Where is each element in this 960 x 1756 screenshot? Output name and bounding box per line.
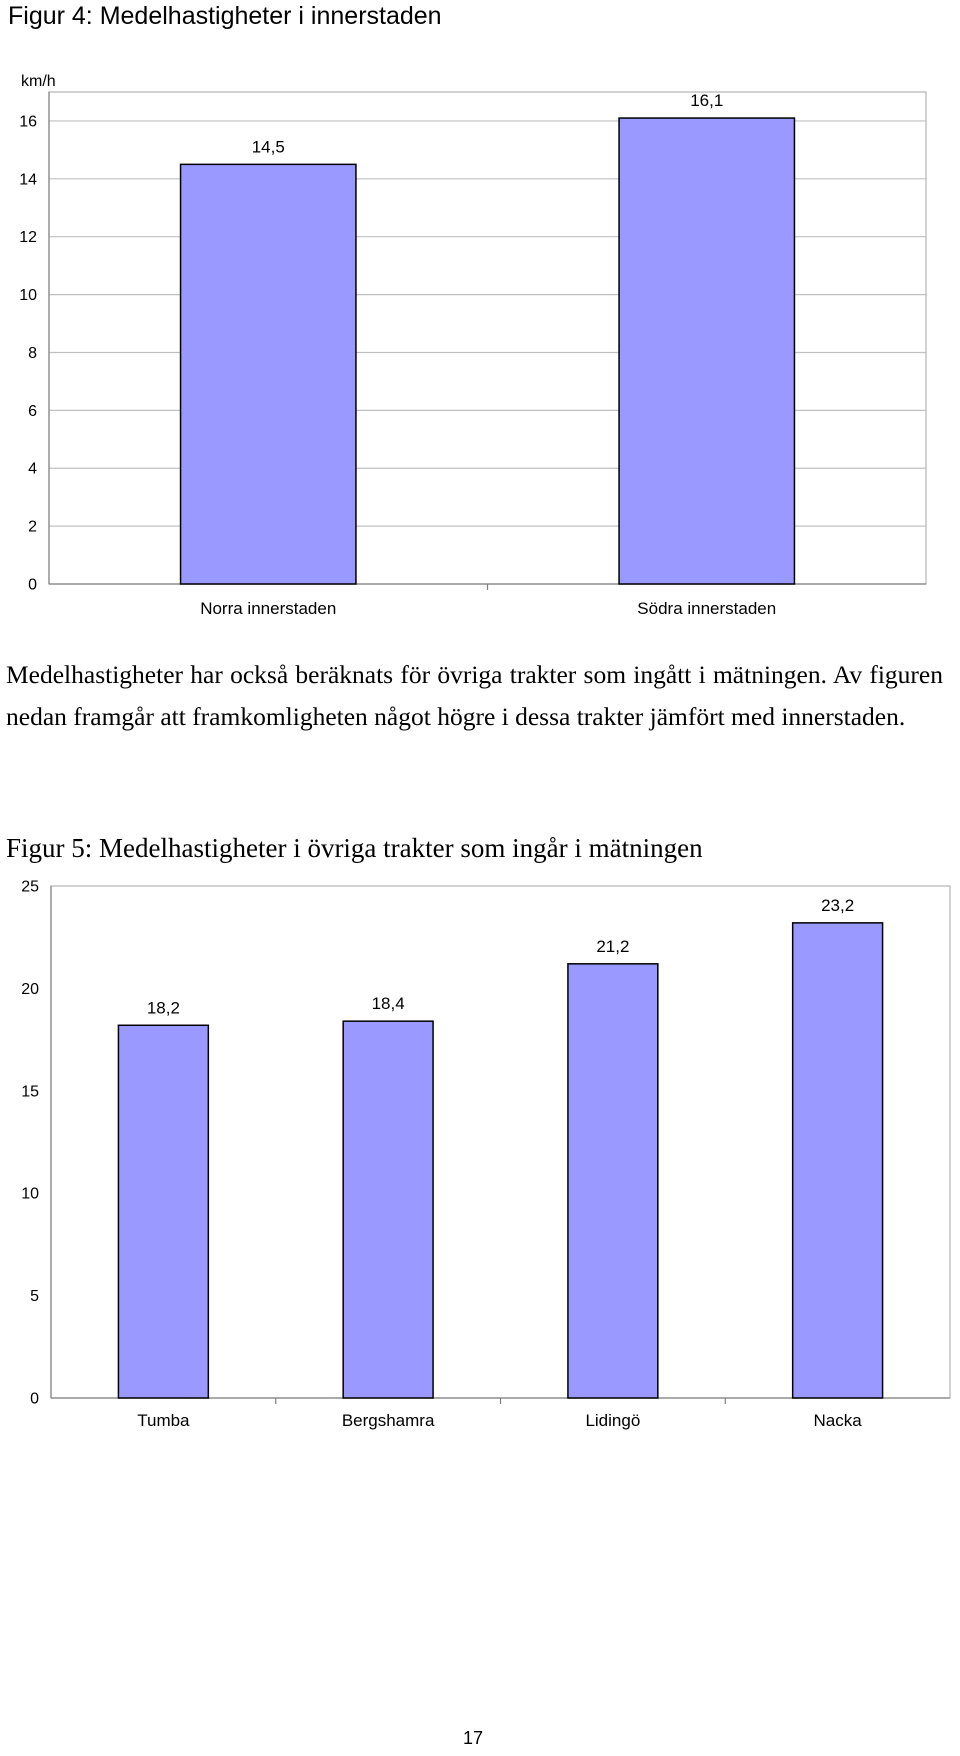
- x-category-label: Tumba: [137, 1411, 190, 1430]
- y-tick-label: 10: [19, 287, 37, 305]
- data-label: 18,2: [146, 998, 180, 1018]
- data-label: 16,1: [690, 91, 724, 111]
- y-tick-label: 12: [19, 229, 37, 247]
- bar-tumba: [118, 1025, 208, 1398]
- y-tick-label: 0: [28, 576, 37, 594]
- bar-nacka: [793, 923, 883, 1398]
- y-tick-label: 5: [30, 1288, 39, 1306]
- page-number: 17: [462, 1728, 484, 1748]
- y-tick-label: 16: [19, 113, 37, 131]
- data-label: 18,4: [371, 994, 405, 1014]
- y-tick-label: 15: [21, 1083, 39, 1101]
- data-label: 14,5: [251, 137, 285, 157]
- y-tick-label: 0: [30, 1390, 39, 1408]
- bar-lidingö: [568, 964, 658, 1398]
- y-tick-label: 20: [21, 980, 39, 998]
- x-category-label: Bergshamra: [341, 1411, 435, 1430]
- x-category-label: Södra innerstaden: [637, 599, 777, 618]
- y-tick-label: 10: [21, 1185, 39, 1203]
- x-category-label: Norra innerstaden: [200, 599, 337, 618]
- bar-bergshamra: [343, 1021, 433, 1398]
- x-category-label: Nacka: [813, 1411, 862, 1430]
- y-tick-label: 6: [28, 402, 37, 420]
- y-tick-label: 4: [28, 460, 37, 478]
- x-category-label: Lidingö: [585, 1411, 641, 1430]
- data-label: 23,2: [821, 895, 855, 915]
- y-tick-label: 2: [28, 518, 37, 536]
- y-tick-label: 8: [28, 344, 37, 362]
- body-paragraph: Medelhastigheter har också beräknats för övriga trakter som ingått i mätningen. Av figuren nedan framgår att framkomligheten något högre i dessa trakter jämfört med innerstaden.: [6, 660, 943, 731]
- y-tick-label: 25: [21, 878, 39, 896]
- data-label: 21,2: [596, 936, 630, 956]
- figure-4-title: Figur 4: Medelhastigheter i innerstaden: [8, 2, 442, 30]
- y-axis-label: km/h: [21, 73, 56, 90]
- figure-5-title: Figur 5: Medelhastigheter i övriga trakter som ingår i mätningen: [6, 833, 703, 863]
- y-tick-label: 14: [19, 171, 37, 189]
